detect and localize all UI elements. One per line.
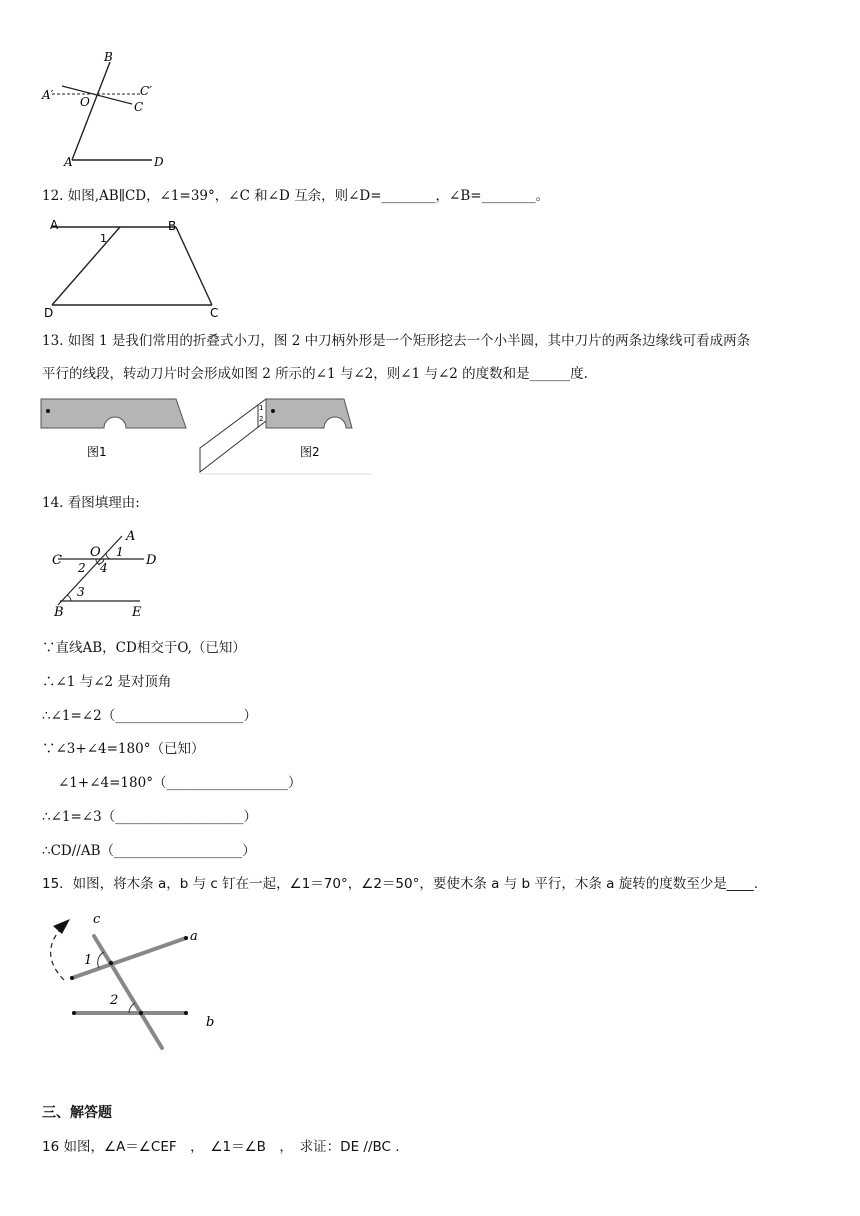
label-c: c [93, 912, 101, 927]
label-C: C [52, 553, 62, 568]
label-A: A [126, 529, 136, 544]
q14-step-1: ∵直线AB，CD相交于O,（已知） [42, 640, 246, 656]
question-15: 15．如图，将木条 a，b 与 c 钉在一起，∠1＝70°，∠2＝50°，要使木条 a 与 b 平行，木条 a 旋转的度数至少是____. [42, 876, 758, 892]
q14-step-2: ∴∠1 与∠2 是对顶角 [42, 674, 172, 690]
label-2: 2 [110, 993, 119, 1008]
label-E: E [132, 605, 142, 620]
question-16: 16 如图，∠A＝∠CEF ， ∠1＝∠B ， 求证：DE //BC . [42, 1139, 400, 1155]
label-A: A [50, 218, 59, 232]
figure-q13-fig2 [196, 396, 376, 478]
label-D: D [154, 155, 164, 169]
label-4: 4 [100, 561, 108, 575]
label-B: B [54, 605, 64, 620]
fig2-angle-2: 2 [259, 415, 264, 423]
label-B: B [168, 219, 177, 233]
label-O: O [80, 95, 90, 109]
question-12: 12. 如图,AB∥CD，∠1=39°，∠C 和∠D 互余，则∠D=________，∠B=________。 [42, 188, 550, 204]
label-A: A [64, 155, 73, 169]
label-C: C [210, 306, 219, 318]
q14-step-4: ∵∠3+∠4=180°（已知） [42, 741, 205, 757]
label-O: O [90, 545, 101, 560]
question-13-line1: 13. 如图 1 是我们常用的折叠式小刀，图 2 中刀柄外形是一个矩形挖去一个小半圆，其中刀片的两条边缘线可看成两条 [42, 333, 751, 349]
q14-step-6: ∴∠1=∠3（___________________） [42, 809, 257, 825]
figure-q12 [40, 214, 230, 318]
label-1: 1 [116, 545, 124, 559]
label-3: 3 [77, 585, 85, 599]
label-C-prime: C′ [140, 84, 152, 98]
label-1: 1 [100, 232, 107, 245]
figure-q13-fig1 [40, 396, 190, 472]
fig1-caption: 图1 [87, 445, 107, 459]
section-heading: 三、解答题 [42, 1105, 112, 1121]
figure-q11 [40, 48, 180, 174]
label-A-prime: A′ [42, 88, 54, 102]
label-b: b [206, 1015, 215, 1030]
question-14-title: 14. 看图填理由: [42, 495, 140, 511]
q14-step-3: ∴∠1=∠2（___________________） [42, 708, 257, 724]
label-D: D [146, 553, 157, 568]
figure-q15 [36, 906, 236, 1056]
figure-q14 [40, 522, 180, 622]
label-D: D [44, 306, 54, 318]
label-B: B [104, 50, 113, 64]
label-C: C [134, 100, 144, 114]
label-2: 2 [78, 561, 86, 575]
question-13-line2: 平行的线段，转动刀片时会形成如图 2 所示的∠1 与∠2，则∠1 与∠2 的度数和是______度. [42, 366, 588, 382]
label-a: a [190, 929, 198, 944]
q14-step-5: ∠1+∠4=180°（__________________） [58, 775, 302, 791]
q14-step-7: ∴CD//AB（___________________） [42, 843, 256, 859]
label-1: 1 [84, 953, 93, 968]
fig2-caption: 图2 [300, 445, 320, 459]
fig2-angle-1: 1 [259, 404, 264, 412]
